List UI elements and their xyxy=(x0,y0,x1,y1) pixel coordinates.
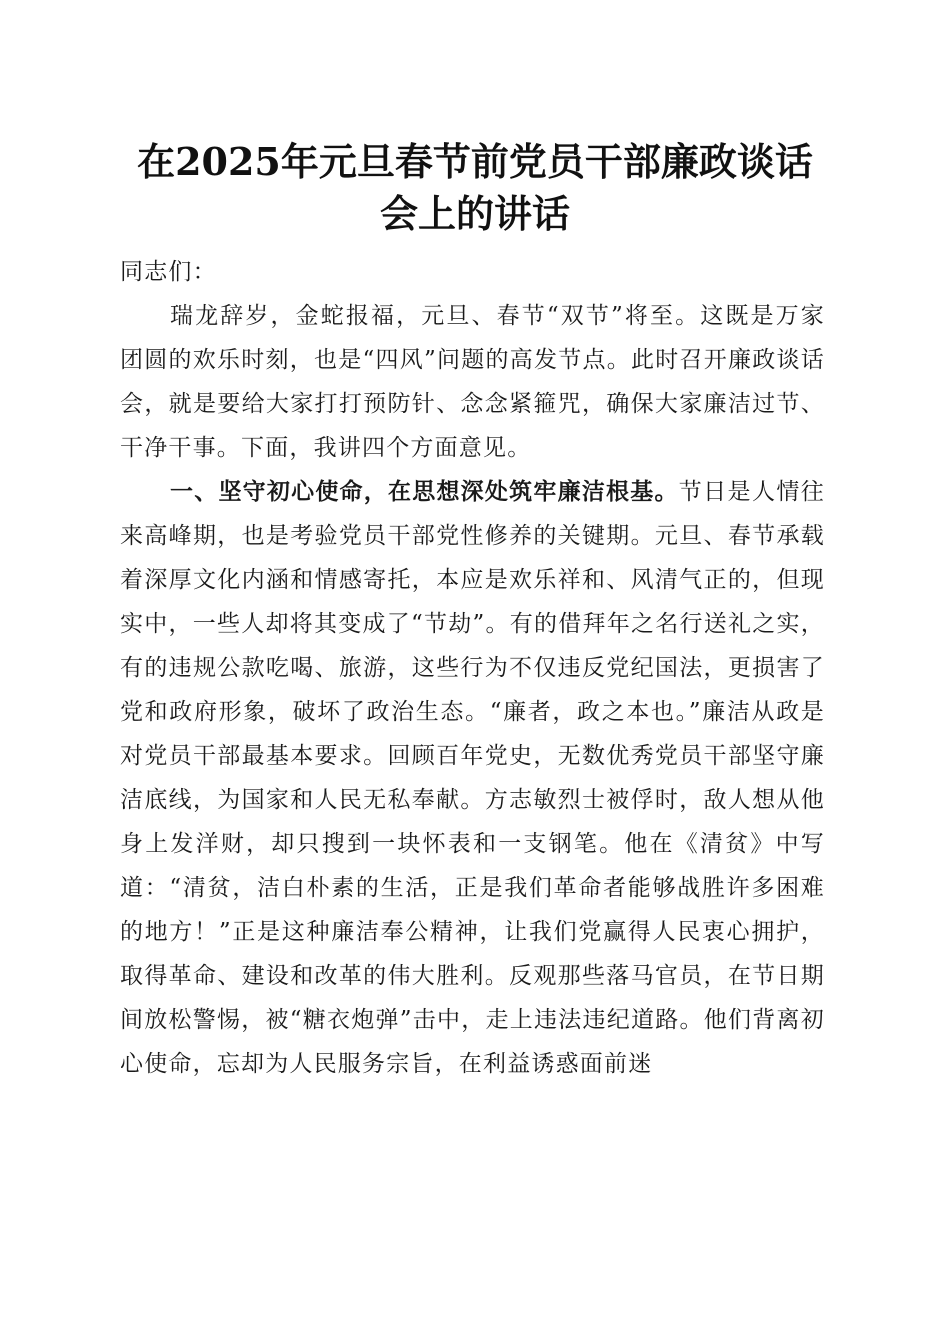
paragraph-text: 节日是人情往来高峰期，也是考验党员干部党性修养的关键期。元旦、春节承载着深厚文化内涵和情感寄托，本应是欢乐祥和、风清气正的，但现实中，一些人却将其变成了“节劫”。有的借拜年之名行送礼之实，有的违规公款吃喝、旅游，这些行为不仅违反党纪国法，更损害了党和政府形象，破坏了政治生态。“廉者，政之本也。”廉洁从政是对党员干部最基本要求。回顾百年党史，无数优秀党员干部坚守廉洁底线，为国家和人民无私奉献。方志敏烈士被俘时，敌人想从他身上发洋财，却只搜到一块怀表和一支钢笔。他在《清贫》中写道：“清贫，洁白朴素的生活，正是我们革命者能够战胜许多困难的地方！”正是这种廉洁奉公精神，让我们党赢得人民衷心拥护，取得革命、建设和改革的伟大胜利。反观那些落马官员，在节日期间放松警惕，被“糖衣炮弹”击中，走上违法违纪道路。他们背离初心使命，忘却为人民服务宗旨，在利益诱惑面前迷 xyxy=(120,479,826,1077)
salutation: 同志们： xyxy=(120,259,217,285)
paragraph-intro xyxy=(120,294,825,470)
section-heading: 一、坚守初心使命，在思想深处筑牢廉洁根基。 xyxy=(170,479,679,505)
document-title: 在2025年元旦春节前党员干部廉政谈话会上的讲话 xyxy=(137,139,813,236)
document-body xyxy=(120,250,825,1086)
paragraph-text: 瑞龙辞岁，金蛇报福，元旦、春节“双节”将至。这既是万家团圆的欢乐时刻，也是“四风”问题的高发节点。此时召开廉政谈话会，就是要给大家打打预防针、念念紧箍咒，确保大家廉洁过节、干净干事。下面，我讲四个方面意见。 xyxy=(120,303,825,461)
paragraph-section-one xyxy=(120,470,825,1086)
